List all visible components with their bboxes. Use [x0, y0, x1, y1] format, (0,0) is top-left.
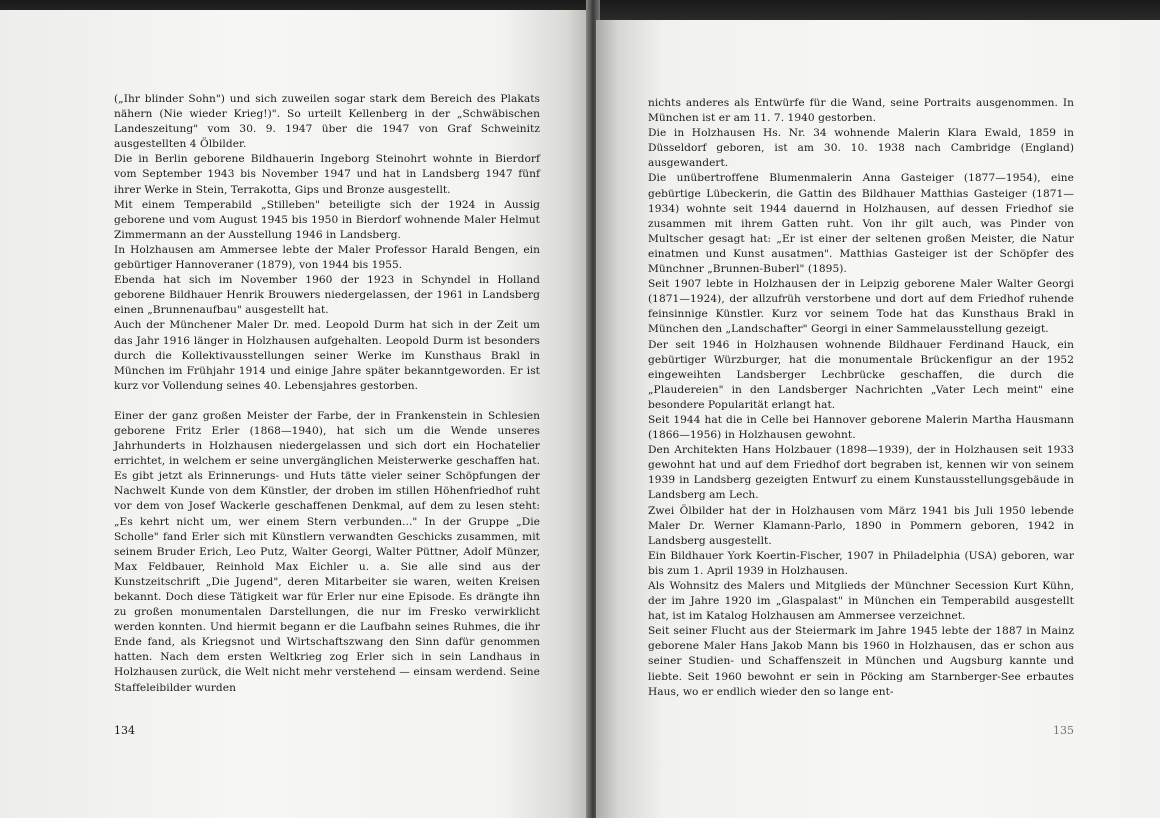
- paragraph: Einer der ganz großen Meister der Farbe, der in Frankenstein in Schlesien geborene Fritz Erler (1868—1940), hat sich um die Wende unseres Jahrhunderts in Holzhausen niedergelassen und sich dort ein Hochatelier errichtet, in welchem er seine unvergänglichen Meisterwerke geschaffen hat. Es gibt jetzt als Erinnerungs- und Huts tätte vieler seiner Schöpfungen der Nachwelt Kunde von dem Künstler, der droben im stillen Höhenfriedhof ruht vor dem von Josef Wackerle geschaffenen Denkmal, auf dem zu lesen steht: „Es kehrt nicht um, wer einem Stern verbunden..." In der Gruppe „Die Scholle" fand Erler sich mit Künstlern verwandten Geschicks zusammen, mit seinem Bruder Erich, Leo Putz, Walter Georgi, Walter Püttner, Adolf Münzer, Max Feldbauer, Reinhold Max Eichler u. a. Sie alle sind aus der Kunstzeitschrift „Die Jugend", deren Mitarbeiter sie waren, weiten Kreisen bekannt. Doch diese Tätigkeit war für Erler nur eine Episode. Es drängte ihn zu großen monumentalen Darstellungen, die nur im Fresko verwirklicht werden konnten. Und hiermit begann er die Laufbahn seines Ruhmes, die ihr Ende fand, als Kriegsnot und Wirtschaftszwang den Sinn dafür genommen hatten. Nach dem ersten Weltkrieg zog Erler sich in sein Landhaus in Holzhausen zurück, die Welt nicht mehr verstehend — einsam werdend. Seine Staffeleibilder wurden: [114, 409, 540, 694]
- paragraph: Die in Berlin geborene Bildhauerin Ingeborg Steinohrt wohnte in Bierdorf vom September 1943 bis November 1947 und hat in Landsberg 1947 fünf ihrer Werke in Stein, Terrakotta, Gips und Bronze ausgestellt.: [114, 153, 540, 196]
- paragraph: Die in Holzhausen Hs. Nr. 34 wohnende Malerin Klara Ewald, 1859 in Düsseldorf geboren, ist am 30. 10. 1938 nach Cambridge (England) ausgewandert.: [648, 127, 1074, 170]
- paragraph: Seit 1944 hat die in Celle bei Hannover geborene Malerin Martha Hausmann (1866—1956) in Holzhausen gewohnt.: [648, 413, 1074, 442]
- paragraph: Zwei Ölbilder hat der in Holzhausen vom März 1941 bis Juli 1950 lebende Maler Dr. Werner Klamann-Parlo, 1890 in Pommern geboren, 1942 in Landsberg ausgestellt.: [648, 504, 1074, 547]
- paragraph: In Holzhausen am Ammersee lebte der Maler Professor Harald Bengen, ein gebürtiger Hannoveraner (1879), von 1944 bis 1955.: [114, 243, 540, 272]
- paragraph: Den Architekten Hans Holzbauer (1898—1939), der in Holzhausen seit 1933 gewohnt hat und auf dem Friedhof dort begraben ist, kennen wir von seinem 1939 in Landsberg gezeigten Entwurf zu einem Kunstausstellungsgebäude in Landsberg am Lech.: [648, 444, 1074, 502]
- paragraph: Der seit 1946 in Holzhausen wohnende Bildhauer Ferdinand Hauck, ein gebürtiger Würzburger, hat die monumentale Brückenfigur an der 1952 eingeweihten Landsberger Lechbrücke geschaffen, die durch die „Plaudereien" in den Landsberger Nachrichten „Vater Lech meint" eine besondere Popularität erlangt hat.: [648, 338, 1074, 411]
- paragraph: Als Wohnsitz des Malers und Mitglieds der Münchner Secession Kurt Kühn, der im Jahre 1920 im „Glaspalast" in München ein Temperabild ausgestellt hat, ist im Katalog Holzhausen am Ammersee verzeichnet.: [648, 580, 1074, 623]
- page-number: 134: [114, 724, 135, 737]
- right-page-text: [648, 96, 1074, 700]
- paragraph: Auch der Münchener Maler Dr. med. Leopold Durm hat sich in der Zeit um das Jahr 1916 länger in Holzhausen aufgehalten. Leopold Durm ist besonders durch die Kollektivausstellungen seiner Werke im Kunsthaus Brakl in München im Frühjahr 1914 und einige Jahre später bekanntgeworden. Er ist kurz vor Vollendung seines 40. Lebensjahres gestorben.: [114, 319, 540, 392]
- paragraph: Ein Bildhauer York Koertin-Fischer, 1907 in Philadelphia (USA) geboren, war bis zum 1. April 1939 in Holzhausen.: [648, 549, 1074, 577]
- page-number: 135: [1053, 724, 1074, 737]
- left-page-text: [114, 92, 540, 696]
- paragraph: Seit seiner Flucht aus der Steiermark im Jahre 1945 lebte der 1887 in Mainz geborene Maler Hans Jakob Mann bis 1960 in Holzhausen, das er schon aus seiner Studien- und Schaffenszeit in München und Augsburg kannte und liebte. Seit 1960 bewohnt er sein in Pöcking am Starnberger-See erbautes Haus, wo er endlich wieder den so lange ent-: [648, 625, 1074, 698]
- paragraph: Mit einem Temperabild „Stilleben" beteiligte sich der 1924 in Aussig geborene und vom August 1945 bis 1950 in Bierdorf wohnende Maler Helmut Zimmermann an der Ausstellung 1946 in Landsberg.: [114, 198, 540, 241]
- paragraph: („Ihr blinder Sohn") und sich zuweilen sogar stark dem Bereich des Plakats nähern (Nie wieder Krieg!)". So urteilt Kellenberg in der „Schwäbischen Landeszeitung" vom 30. 9. 1947 über die 1947 von Graf Schweinitz ausgestellten 4 Ölbilder.: [114, 93, 540, 151]
- paragraph: Seit 1907 lebte in Holzhausen der in Leipzig geborene Maler Walter Georgi (1871—1924), der allzufrüh verstorbene und dort auf dem Friedhof ruhende feinsinnige Künstler. Kurz vor seinem Tode hat das Kunsthaus Brakl in München den „Landschafter" Georgi in einer Sammelausstellung gezeigt.: [648, 278, 1074, 336]
- paragraph-gap: [114, 394, 540, 409]
- paragraph: Die unübertroffene Blumenmalerin Anna Gasteiger (1877—1954), eine gebürtige Lübeckerin, die Gattin des Bildhauer Matthias Gasteiger (1871—1934) wohnte seit 1944 dauernd in Holzhausen, auf dessen Friedhof sie zusammen mit ihrem Gatten ruht. Von ihr gilt auch, was Pinder von Multscher gesagt hat: „Er ist einer der seltenen großen Meister, die Natur einatmen und Kunst ausatmen". Matthias Gasteiger ist der Schöpfer des Münchner „Brunnen-Buberl" (1895).: [648, 172, 1074, 276]
- left-page: [0, 10, 590, 818]
- paragraph: nichts anderes als Entwürfe für die Wand, seine Portraits ausgenommen. In München ist er am 11. 7. 1940 gestorben.: [648, 97, 1074, 125]
- right-page: [596, 20, 1160, 818]
- paragraph: Ebenda hat sich im November 1960 der 1923 in Schyndel in Holland geborene Bildhauer Henrik Brouwers niedergelassen, der 1961 in Landsberg einen „Brunnenaufbau" ausgestellt hat.: [114, 274, 540, 317]
